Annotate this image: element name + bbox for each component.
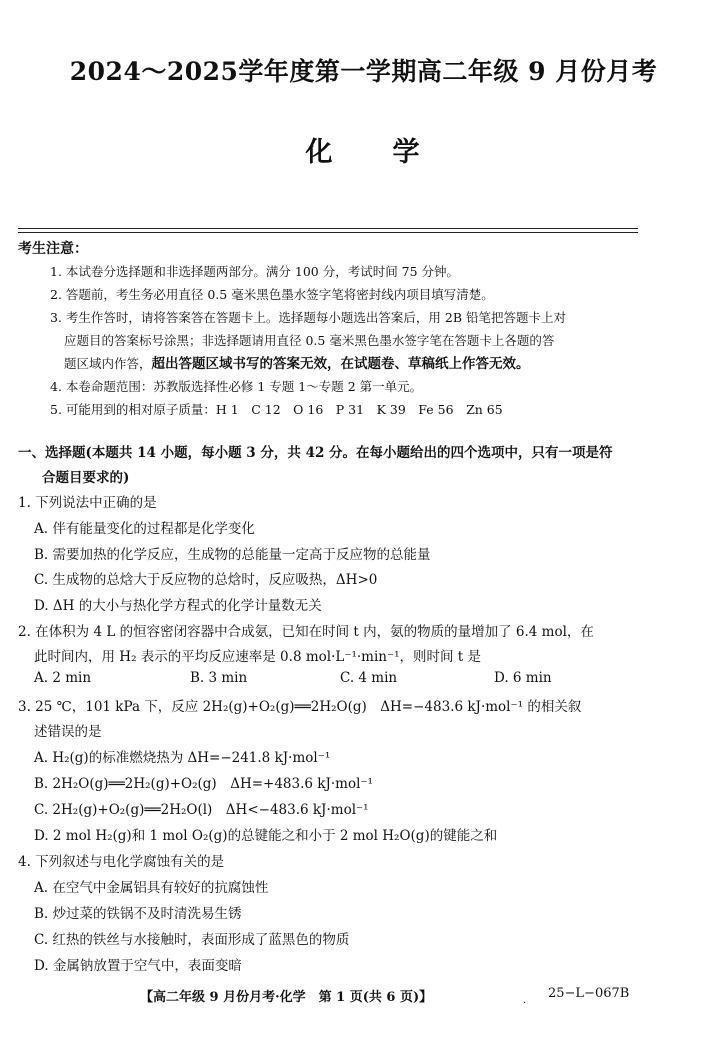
question-2-option-b: B. 3 min: [190, 670, 248, 686]
question-1-stem: 1. 下列说法中正确的是: [18, 495, 157, 511]
exam-title: 2024～2025学年度第一学期高二年级 9 月份月考: [69, 57, 658, 86]
question-3-stem: 3. 25 ℃，101 kPa 下，反应 2H₂(g)+O₂(g)══2H₂O(g) ΔH=−483.6 kJ·mol⁻¹ 的相关叙: [18, 699, 582, 715]
question-1-option-a: A. 伴有能量变化的过程都是化学变化: [34, 521, 255, 537]
question-1-option-b: B. 需要加热的化学反应，生成物的总能量一定高于反应物的总能量: [34, 547, 431, 563]
question-3-stem-cont: 述错误的是: [34, 724, 102, 740]
question-2-option-c: C. 4 min: [340, 670, 398, 686]
scan-speck: ·: [523, 998, 527, 1009]
notice-item-1: 1. 本试卷分选择题和非选择题两部分。满分 100 分，考试时间 75 分钟。: [50, 264, 460, 279]
notice-item-3-cont: 应题目的答案标号涂黑；非选择题请用直径 0.5 毫米黑色墨水签字笔在答题卡上各题的答: [64, 333, 555, 348]
question-3-option-a: A. H₂(g)的标准燃烧热为 ΔH=−241.8 kJ·mol⁻¹: [34, 750, 331, 766]
notice-item-3-tail: 题区域内作答，: [64, 356, 152, 371]
question-2-option-d: D. 6 min: [494, 670, 552, 686]
top-divider-secondary: [18, 232, 638, 233]
question-4-stem: 4. 下列叙述与电化学腐蚀有关的是: [18, 854, 225, 870]
question-3-option-b: B. 2H₂O(g)══2H₂(g)+O₂(g) ΔH=+483.6 kJ·mol⁻¹: [34, 776, 373, 792]
page-footer: 【高二年级 9 月份月考·化学 第 1 页(共 6 页)】: [140, 990, 433, 1005]
notice-invalid-answer-warning: 超出答题区域书写的答案无效，在试题卷、草稿纸上作答无效。: [151, 356, 530, 372]
question-4-option-b: B. 炒过菜的铁锅不及时清洗易生锈: [34, 906, 242, 922]
question-4-option-c: C. 红热的铁丝与水接触时，表面形成了蓝黑色的物质: [34, 932, 350, 948]
question-4-option-a: A. 在空气中金属铝具有较好的抗腐蚀性: [34, 880, 269, 896]
question-2-stem-cont: 此时间内，用 H₂ 表示的平均反应速率是 0.8 mol·L⁻¹·min⁻¹，则时间 t 是: [34, 649, 482, 665]
notice-item-3: 3. 考生作答时，请将答案答在答题卡上。选择题每小题选出答案后，用 2B 铅笔把答题卡上对: [50, 310, 566, 325]
question-3-option-c: C. 2H₂(g)+O₂(g)══2H₂O(l) ΔH<−483.6 kJ·mol⁻¹: [34, 802, 369, 818]
paper-code: 25−L−067B: [548, 986, 630, 1001]
notice-item-2: 2. 答题前，考生务必用直径 0.5 毫米黑色墨水签字笔将密封线内项目填写清楚。: [50, 287, 494, 302]
question-1-option-c: C. 生成物的总焓大于反应物的总焓时，反应吸热，ΔH>0: [34, 572, 378, 588]
notice-heading: 考生注意：: [18, 241, 88, 257]
question-3-option-d: D. 2 mol H₂(g)和 1 mol O₂(g)的总键能之和小于 2 mol H₂O(g)的键能之和: [34, 828, 498, 844]
top-divider: [18, 228, 638, 229]
question-4-option-d: D. 金属钠放置于空气中，表面变暗: [34, 958, 242, 974]
question-1-option-d: D. ΔH 的大小与热化学方程式的化学计量数无关: [34, 598, 322, 614]
question-2-stem: 2. 在体积为 4 L 的恒容密闭容器中合成氨，已知在时间 t 内，氨的物质的量增加了 6.4 mol，在: [18, 624, 594, 640]
notice-item-3-last: [64, 352, 530, 372]
notice-item-5: 5. 可能用到的相对原子质量：H 1 C 12 O 16 P 31 K 39 Fe 56 Zn 65: [50, 402, 503, 417]
notice-item-4: 4. 本卷命题范围：苏教版选择性必修 1 专题 1～专题 2 第一单元。: [50, 379, 423, 394]
question-2-option-a: A. 2 min: [34, 670, 92, 686]
section-heading-cont: 合题目要求的): [42, 470, 130, 486]
subject-title: 化 学: [305, 137, 422, 168]
section-heading: 一、选择题(本题共 14 小题，每小题 3 分，共 42 分。在每小题给出的四个选项中，只有一项是符: [18, 445, 613, 461]
